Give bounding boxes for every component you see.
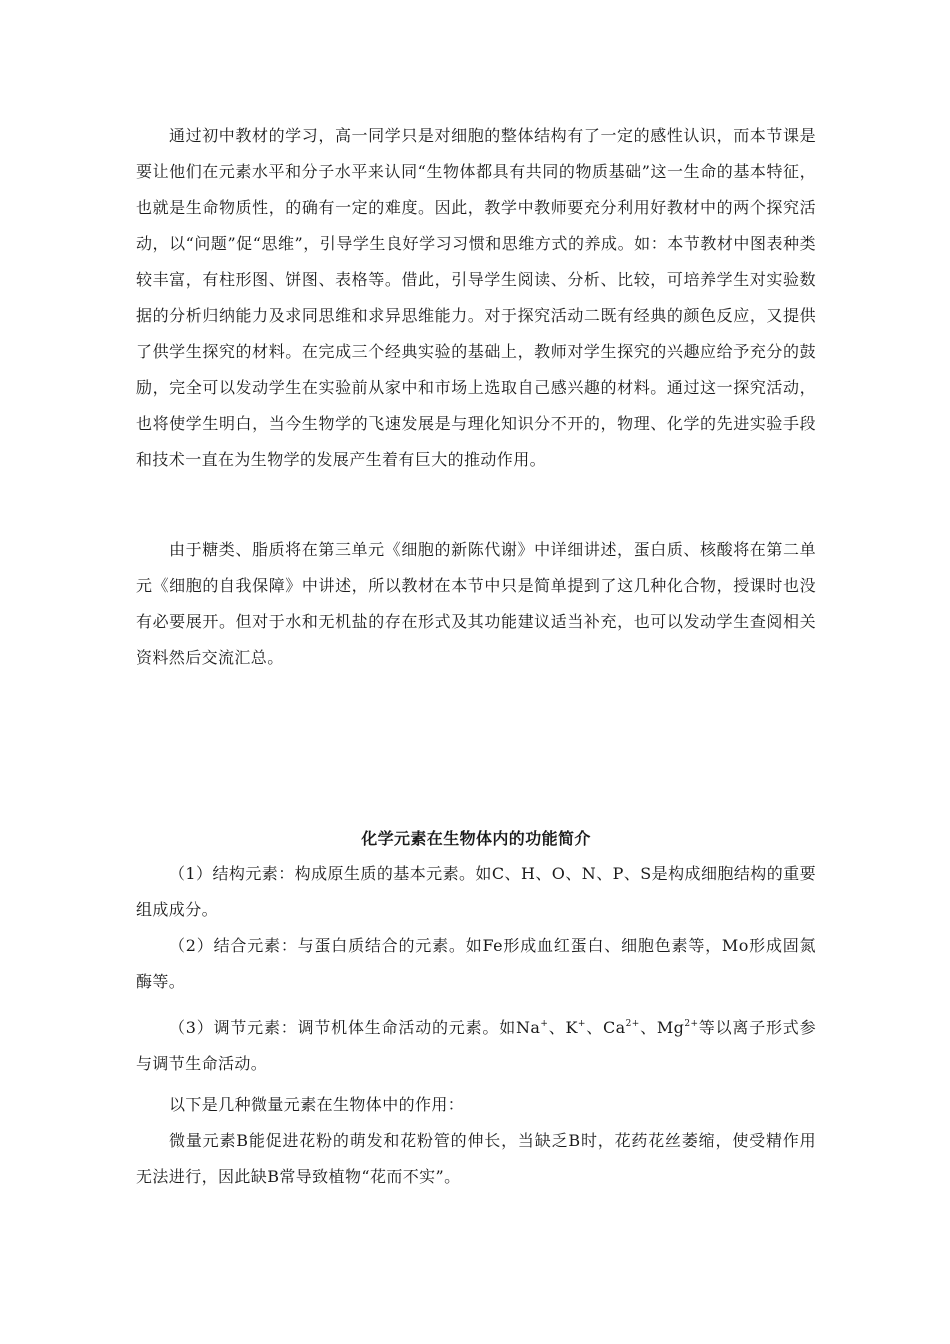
na-charge: + <box>540 1019 549 1029</box>
paragraph-boron: 微量元素B能促进花粉的萌发和花粉管的伸长，当缺乏B时，花药花丝萎缩，使受精作用无法进行，因此缺B常导致植物“花而不实”。 <box>136 1131 816 1186</box>
section-title: 化学元素在生物体内的功能简介 <box>361 829 591 848</box>
item-3-suffix: 等以离子形式参与调节生命活动。 <box>136 1018 817 1073</box>
item-3-prefix: （3）调节元素：调节机体生命活动的元素。如Na <box>169 1018 541 1037</box>
mg-charge: 2+ <box>684 1019 699 1029</box>
paragraph-teaching-analysis: 通过初中教材的学习，高一同学只是对细胞的整体结构有了一定的感性认识，而本节课是要让他们在元素水平和分子水平来认同“生物体都具有共同的物质基础”这一生命的基本特征，也就是生命物质性，的确有一定的难度。因此，教学中教师要充分利用好教材中的两个探究活动，以“问题”促“思维”，引导学生良好学习习惯和思维方式的养成。如：本节教材中图表种类较丰富，有柱形图、饼图、表格等。借此，引导学生阅读、分析、比较，可培养学生对实验数据的分析归纳能力及求同思维和求异思维能力。对于探究活动二既有经典的颜色反应，又提供了供学生探究的材料。在完成三个经典实验的基础上，教师对学生探究的兴趣应给予充分的鼓励，完全可以发动学生在实验前从家中和市场上选取自己感兴趣的材料。通过这一探究活动，也将使学生明白，当今生物学的飞速发展是与理化知识分不开的，物理、化学的先进实验手段和技术一直在为生物学的发展产生着有巨大的推动作用。 <box>136 126 816 469</box>
trace-elements-intro: 以下是几种微量元素在生物体中的作用： <box>169 1095 465 1114</box>
item-3-sep-2: 、Ca <box>585 1018 626 1037</box>
ca-charge: 2+ <box>625 1019 640 1029</box>
list-item-structural-elements: （1）结构元素：构成原生质的基本元素。如C、H、O、N、P、S是构成细胞结构的重要组成成分。 <box>136 864 816 919</box>
item-3-sep-3: 、Mg <box>639 1018 685 1037</box>
item-3-sep-1: 、K <box>548 1018 578 1037</box>
k-charge: + <box>577 1019 586 1029</box>
paragraph-compounds-note: 由于糖类、脂质将在第三单元《细胞的新陈代谢》中详细讲述，蛋白质、核酸将在第二单元《细胞的自我保障》中讲述，所以教材在本节中只是简单提到了这几种化合物，授课时也没有必要展开。但对于水和无机盐的存在形式及其功能建议适当补充，也可以发动学生查阅相关资料然后交流汇总。 <box>136 540 816 667</box>
list-item-regulatory-elements <box>136 1010 816 1082</box>
list-item-binding-elements: （2）结合元素：与蛋白质结合的元素。如Fe形成血红蛋白、细胞色素等，Mo形成固氮酶等。 <box>136 936 816 991</box>
